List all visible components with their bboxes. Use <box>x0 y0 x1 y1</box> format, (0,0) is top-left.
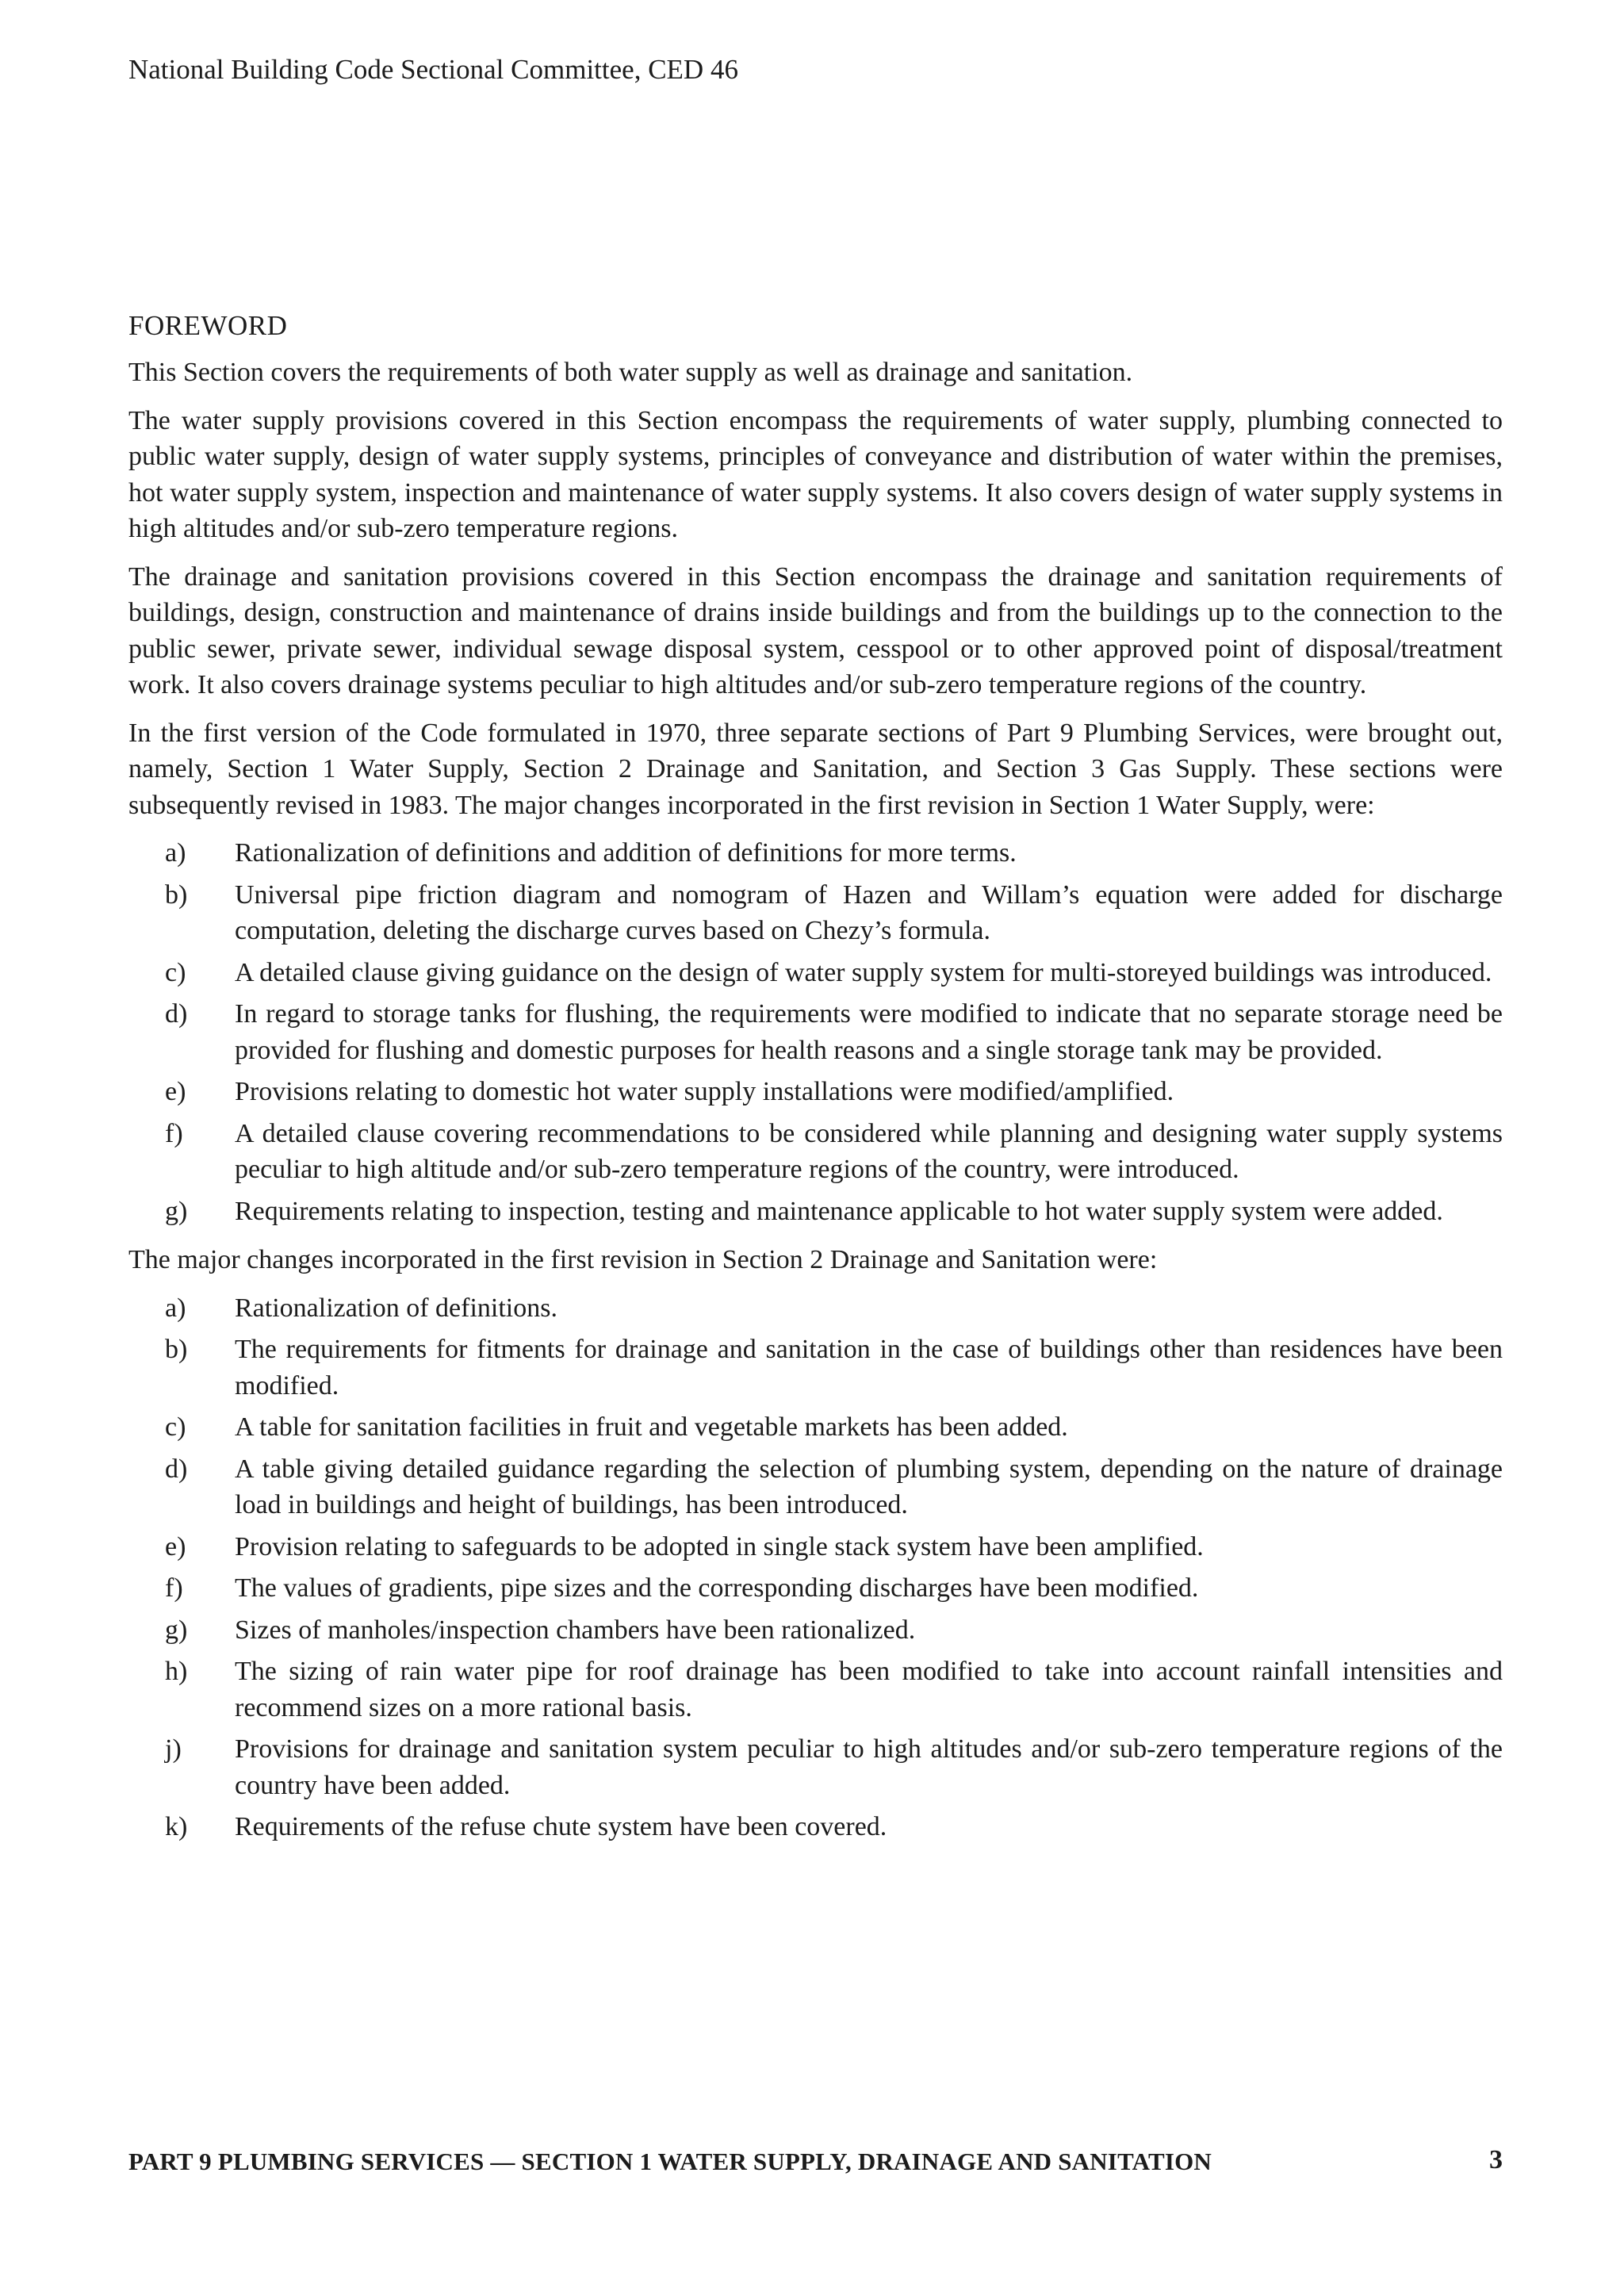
foreword-section <box>128 308 1503 1858</box>
list-item <box>128 1451 1503 1523</box>
list-item-label: d) <box>165 1454 188 1484</box>
list-item <box>128 1612 1503 1649</box>
paragraph-drainage: The drainage and sanitation provisions covered in this Section encompass the drainage and sanitation requirements of buildings, design, construction and maintenance of drains inside buildings and from the buildings up to the connection to the public sewer, private sewer, individual sewage disposal system, cesspool or to other approved point of disposal/treatment work. It also covers drainage systems peculiar to high altitudes and/or sub-zero temperature regions of the country. <box>128 561 1503 699</box>
list-item-label: f) <box>165 1573 183 1603</box>
water-supply-changes-list <box>128 835 1503 1229</box>
foreword-heading: FOREWORD <box>128 310 288 341</box>
list-item <box>128 996 1503 1068</box>
list-item-label: b) <box>165 1335 188 1364</box>
paragraph-history: In the first version of the Code formulated in 1970, three separate sections of Part 9 Plumbing Services, were brought out, namely, Section 1 Water Supply, Section 2 Drainage and Sanitation, and Section 3 Gas Supply. These sections were subsequently revised in 1983. The major changes incorporated in the first revision in Section 1 Water Supply, were: <box>128 718 1503 820</box>
list-item-text: Sizes of manholes/inspection chambers have been rationalized. <box>235 1615 916 1645</box>
list-item-label: a) <box>165 838 186 868</box>
list-item <box>128 1529 1503 1565</box>
list-item-label: e) <box>165 1531 186 1561</box>
list-item-text: Universal pipe friction diagram and nomogram of Hazen and Willam’s equation were added for discharge computation, deleting the discharge curves based on Chezy’s formula. <box>235 879 1503 945</box>
list-item-label: a) <box>165 1293 186 1323</box>
list-item-text: In regard to storage tanks for flushing, the requirements were modified to indicate that no separate storage need be provided for flushing and domestic purposes for health reasons and a single storage tank may be provided. <box>235 999 1503 1065</box>
list-item-label: c) <box>165 957 186 987</box>
footer-title: PART 9 PLUMBING SERVICES — SECTION 1 WATER SUPPLY, DRAINAGE AND SANITATION <box>128 2148 1212 2175</box>
list-item-label: f) <box>165 1118 183 1148</box>
list-item-label: j) <box>165 1734 182 1764</box>
paragraph-drainage-intro: The major changes incorporated in the first revision in Section 2 Drainage and Sanitation were: <box>128 1245 1158 1274</box>
list-item <box>128 1731 1503 1803</box>
list-item-label: e) <box>165 1077 186 1106</box>
list-item <box>128 1290 1503 1327</box>
list-item <box>128 1653 1503 1726</box>
list-item-text: A table giving detailed guidance regarding the selection of plumbing system, depending on the nature of drainage load in buildings and height of buildings, has been introduced. <box>235 1454 1503 1519</box>
list-item-text: Requirements of the refuse chute system have been covered. <box>235 1812 887 1841</box>
list-item <box>128 1116 1503 1188</box>
list-item-text: A table for sanitation facilities in fruit and vegetable markets has been added. <box>235 1412 1068 1442</box>
list-item-text: A detailed clause giving guidance on the design of water supply system for multi-storeyed buildings was introduced. <box>235 957 1492 987</box>
drainage-changes-list <box>128 1290 1503 1845</box>
list-item-text: A detailed clause covering recommendations to be considered while planning and designing water supply systems peculiar to high altitude and/or sub-zero temperature regions of the country, were introduced. <box>235 1118 1503 1184</box>
list-item <box>128 877 1503 949</box>
list-item-text: Provisions relating to domestic hot water supply installations were modified/amplified. <box>235 1077 1174 1106</box>
list-item-label: g) <box>165 1196 188 1226</box>
page-number: 3 <box>1489 2145 1503 2174</box>
list-item-text: Provisions for drainage and sanitation system peculiar to high altitudes and/or sub-zero temperature regions of the country have been added. <box>235 1734 1503 1800</box>
list-item-label: g) <box>165 1615 188 1645</box>
list-item-text: Requirements relating to inspection, testing and maintenance applicable to hot water supply system were added. <box>235 1196 1443 1226</box>
list-item <box>128 1570 1503 1607</box>
paragraph-water-supply: The water supply provisions covered in this Section encompass the requirements of water supply, plumbing connected to public water supply, design of water supply systems, principles of conveyance and distribution of water within the premises, hot water supply system, inspection and maintenance of water supply systems. It also covers design of water supply systems in high altitudes and/or sub-zero temperature regions. <box>128 405 1503 543</box>
list-item <box>128 1409 1503 1446</box>
list-item <box>128 1331 1503 1404</box>
list-item <box>128 835 1503 872</box>
list-item-label: c) <box>165 1412 186 1442</box>
list-item-text: The sizing of rain water pipe for roof drainage has been modified to take into account rainfall intensities and recommend sizes on a more rational basis. <box>235 1657 1503 1722</box>
list-item <box>128 1074 1503 1110</box>
list-item-label: h) <box>165 1657 188 1686</box>
list-item-label: d) <box>165 999 188 1029</box>
list-item-text: Provision relating to safeguards to be adopted in single stack system have been amplified. <box>235 1531 1204 1561</box>
page-header <box>128 52 738 87</box>
list-item-text: The values of gradients, pipe sizes and the corresponding discharges have been modified. <box>235 1573 1199 1603</box>
paragraph-scope: This Section covers the requirements of both water supply as well as drainage and sanitation. <box>128 358 1133 387</box>
list-item-label: k) <box>165 1812 188 1841</box>
list-item-text: Rationalization of definitions. <box>235 1293 557 1323</box>
committee-name: National Building Code Sectional Committee, CED 46 <box>128 54 738 85</box>
list-item <box>128 1809 1503 1845</box>
list-item-label: b) <box>165 879 188 910</box>
list-item-text: Rationalization of definitions and addition of definitions for more terms. <box>235 838 1017 868</box>
list-item <box>128 955 1503 991</box>
list-item <box>128 1194 1503 1230</box>
list-item-text: The requirements for fitments for drainage and sanitation in the case of buildings other than residences have been modified. <box>235 1335 1503 1400</box>
